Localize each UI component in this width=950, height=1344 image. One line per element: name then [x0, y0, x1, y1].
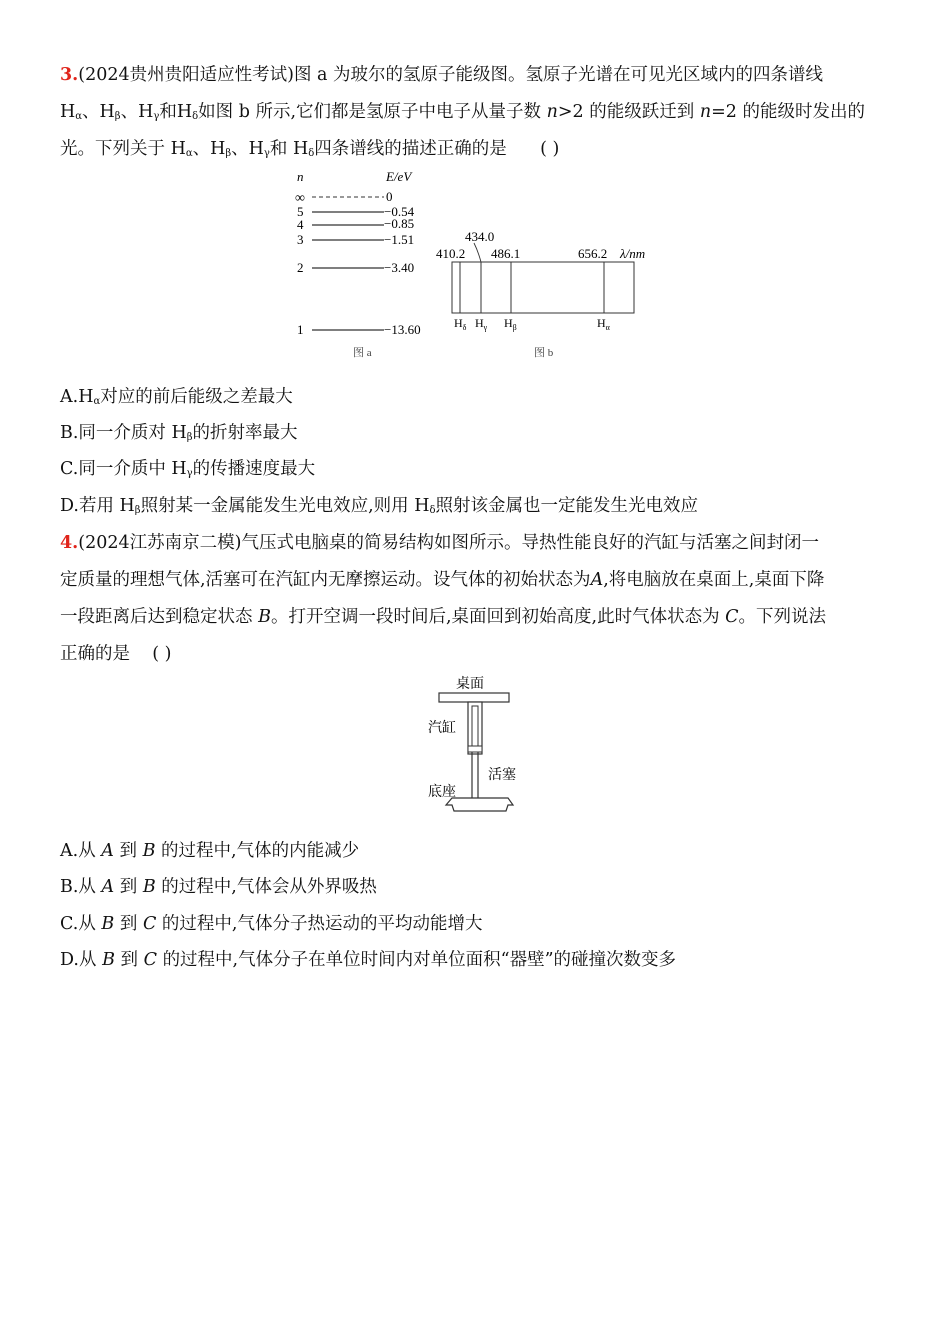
q4-option-d[interactable] — [60, 948, 676, 972]
opt-text: D.若用 H — [60, 496, 135, 516]
h-symbol: H — [292, 139, 309, 159]
level-n-1: 1 — [297, 322, 304, 337]
and-word: 和 — [159, 102, 177, 122]
separator: 、 — [192, 139, 211, 159]
wavelength-434: 434.0 — [465, 229, 495, 244]
piston — [468, 746, 482, 752]
opt-text: D.从 — [60, 950, 97, 970]
opt-text: 对应的前后能级之差最大 — [100, 387, 293, 407]
q3-source: (2024贵州贵阳适应性考试) — [78, 65, 294, 85]
var-n: n — [699, 102, 712, 122]
sub-beta: β — [114, 111, 121, 122]
q3-option-b[interactable] — [60, 421, 298, 445]
opt-text: 照射某一金属能发生光电效应,则用 H — [140, 496, 430, 516]
q3-option-a[interactable] — [60, 385, 293, 409]
separator: 、 — [231, 139, 249, 159]
sub-beta: β — [225, 148, 232, 159]
state-a: A — [101, 877, 115, 897]
level-n-3: 3 — [297, 232, 304, 247]
and-word: 和 — [269, 139, 288, 159]
opt-sub: α — [93, 396, 101, 407]
h-delta-sub: δ — [462, 323, 467, 332]
q4-line-1 — [60, 525, 894, 562]
question-3-stem — [60, 57, 894, 168]
opt-sub: β — [134, 505, 141, 516]
opt-text: 的过程中,气体分子热运动的平均动能增大 — [161, 914, 483, 934]
q4-option-a[interactable] — [60, 839, 359, 863]
h-symbol: H — [99, 102, 115, 122]
q4-option-b[interactable] — [60, 875, 377, 899]
label-piston: 活塞 — [488, 768, 516, 783]
var-n: n — [546, 102, 558, 122]
label-h-gamma — [475, 316, 488, 332]
q4-option-c[interactable] — [60, 912, 482, 936]
level-e-3: −1.51 — [384, 232, 415, 247]
q3-line2-text: 如图 b 所示,它们都是氢原子中电子从量子数 — [198, 102, 542, 122]
q4-number: 4. — [60, 533, 79, 553]
state-a: A — [101, 841, 114, 861]
h-symbol: H — [60, 102, 76, 122]
opt-text: A.从 — [60, 841, 96, 861]
opt-text: 的过程中,气体分子在单位时间内对单位面积“器壁”的碰撞次数变多 — [162, 950, 677, 970]
opt-text: 到 — [119, 841, 137, 861]
h-symbol: H — [248, 139, 264, 159]
q4-line3-text3: 。下列说法 — [738, 607, 827, 627]
h-symbol: H — [170, 139, 186, 159]
sub-alpha: α — [185, 148, 193, 159]
h-alpha-sub: α — [605, 323, 610, 332]
question-4-stem — [60, 525, 894, 673]
sub-delta: δ — [308, 148, 315, 159]
opt-text: 到 — [120, 950, 139, 970]
wavelength-unit: λ/nm — [620, 246, 646, 261]
figure-desk — [420, 672, 535, 822]
level-e-1: −13.60 — [384, 322, 421, 337]
sub-delta: δ — [192, 111, 199, 122]
h-alpha-h: H — [597, 316, 606, 330]
fig-a-n-label: n — [297, 169, 304, 184]
level-e-inf: 0 — [386, 189, 393, 204]
h-symbol: H — [176, 102, 193, 122]
sub-alpha: α — [75, 111, 83, 122]
h-beta-h: H — [504, 316, 513, 330]
fig-a-caption: 图 a — [353, 347, 372, 359]
q3-line-2 — [60, 94, 894, 131]
state-b: B — [102, 950, 115, 970]
opt-sub: δ — [429, 505, 436, 516]
opt-text: 的过程中,气体的内能减少 — [161, 841, 360, 861]
label-h-beta — [504, 316, 517, 332]
opt-text: B.从 — [60, 877, 96, 897]
fig-a-level-4 — [297, 216, 414, 232]
level-n-5: 5 — [297, 204, 304, 219]
opt-text: 的过程中,气体会从外界吸热 — [161, 877, 377, 897]
fig-a-e-label: E/eV — [386, 169, 412, 184]
q3-option-c[interactable] — [60, 457, 315, 481]
fig-a-level-inf — [295, 189, 393, 206]
opt-sub: γ — [186, 468, 193, 479]
separator: 、 — [82, 102, 100, 122]
level-n-inf: ∞ — [295, 191, 305, 206]
opt-sub: β — [186, 432, 193, 443]
level-e-2: −3.40 — [384, 260, 415, 275]
state-b: B — [142, 841, 156, 861]
q4-line-4 — [60, 636, 894, 673]
h-symbol: H — [138, 102, 154, 122]
spectrum-box — [452, 262, 634, 313]
q4-source: (2024江苏南京二模) — [78, 533, 242, 553]
h-delta-h: H — [454, 316, 463, 330]
figure-b-spectrum — [432, 225, 662, 363]
wavelength-656: 656.2 — [578, 246, 608, 261]
fig-a-level-2 — [297, 260, 414, 275]
fig-a-level-3 — [297, 232, 414, 247]
q3-line1-text: 图 a 为玻尔的氢原子能级图。氢原子光谱在可见光区域内的四条谱线 — [293, 65, 824, 85]
q3-line2-text3: =2 的能级时发出的 — [711, 102, 865, 122]
opt-text: 到 — [119, 877, 138, 897]
level-e-5: −0.54 — [384, 204, 415, 219]
q4-line2-text2: ,将电脑放在桌面上,桌面下降 — [603, 570, 825, 590]
q3-option-d[interactable] — [60, 494, 698, 518]
state-a: A — [590, 570, 604, 590]
h-symbol: H — [210, 139, 226, 159]
q3-line-1 — [60, 57, 894, 94]
separator: 、 — [120, 102, 139, 122]
cylinder-inner — [472, 706, 478, 746]
sub-gamma: γ — [263, 148, 270, 159]
q4-line-2 — [60, 562, 894, 599]
h-gamma-h: H — [475, 316, 484, 330]
tabletop — [439, 693, 509, 702]
state-c: C — [143, 950, 157, 970]
level-e-4: −0.85 — [384, 216, 415, 231]
level-n-4: 4 — [297, 217, 304, 232]
answer-blank: ( ) — [540, 139, 560, 159]
opt-text: 到 — [119, 914, 138, 934]
opt-text: C.同一介质中 H — [60, 459, 187, 479]
q3-number: 3. — [60, 65, 79, 85]
fig-b-caption: 图 b — [534, 347, 554, 359]
wavelength-410: 410.2 — [436, 246, 466, 261]
wavelength-434-leader — [474, 243, 481, 262]
label-base: 底座 — [428, 785, 456, 800]
level-n-2: 2 — [297, 260, 304, 275]
wavelength-486: 486.1 — [491, 246, 521, 261]
h-gamma-sub: γ — [483, 323, 488, 332]
q4-line4-text: 正确的是 — [60, 644, 130, 664]
q3-line3-text2: 四条谱线的描述正确的是 — [314, 139, 507, 159]
state-b: B — [258, 607, 271, 627]
state-c: C — [725, 607, 739, 627]
opt-text: A.H — [60, 387, 94, 407]
q3-line3-text: 光。下列关于 — [60, 139, 165, 159]
q3-line2-text2: >2 的能级跃迁到 — [557, 102, 695, 122]
opt-text: 的传播速度最大 — [192, 459, 316, 479]
q4-line-3 — [60, 599, 894, 636]
state-c: C — [142, 914, 157, 934]
sub-gamma: γ — [153, 111, 160, 122]
opt-text: C.从 — [60, 914, 96, 934]
base — [446, 798, 513, 811]
opt-text: 的折射率最大 — [192, 423, 298, 443]
fig-a-level-1 — [297, 322, 421, 337]
q4-line1-text: 气压式电脑桌的简易结构如图所示。导热性能良好的汽缸与活塞之间封闭一 — [241, 533, 819, 553]
label-cylinder: 汽缸 — [428, 721, 456, 736]
state-b: B — [101, 914, 115, 934]
q4-line3-text: 一段距离后达到稳定状态 — [60, 607, 253, 627]
answer-blank: ( ) — [152, 644, 172, 664]
h-beta-sub: β — [512, 323, 517, 332]
q3-line-3 — [60, 131, 894, 168]
opt-text: 照射该金属也一定能发生光电效应 — [435, 496, 698, 516]
q4-line3-text2: 。打开空调一段时间后,桌面回到初始高度,此时气体状态为 — [270, 607, 720, 627]
label-h-alpha — [597, 316, 611, 332]
figure-a-energy-levels — [290, 168, 440, 363]
q4-line2-text: 定质量的理想气体,活塞可在汽缸内无摩擦运动。设气体的初始状态为 — [60, 570, 591, 590]
state-b: B — [142, 877, 156, 897]
label-tabletop: 桌面 — [456, 677, 484, 692]
label-h-delta — [454, 316, 467, 332]
opt-text: B.同一介质对 H — [60, 423, 187, 443]
